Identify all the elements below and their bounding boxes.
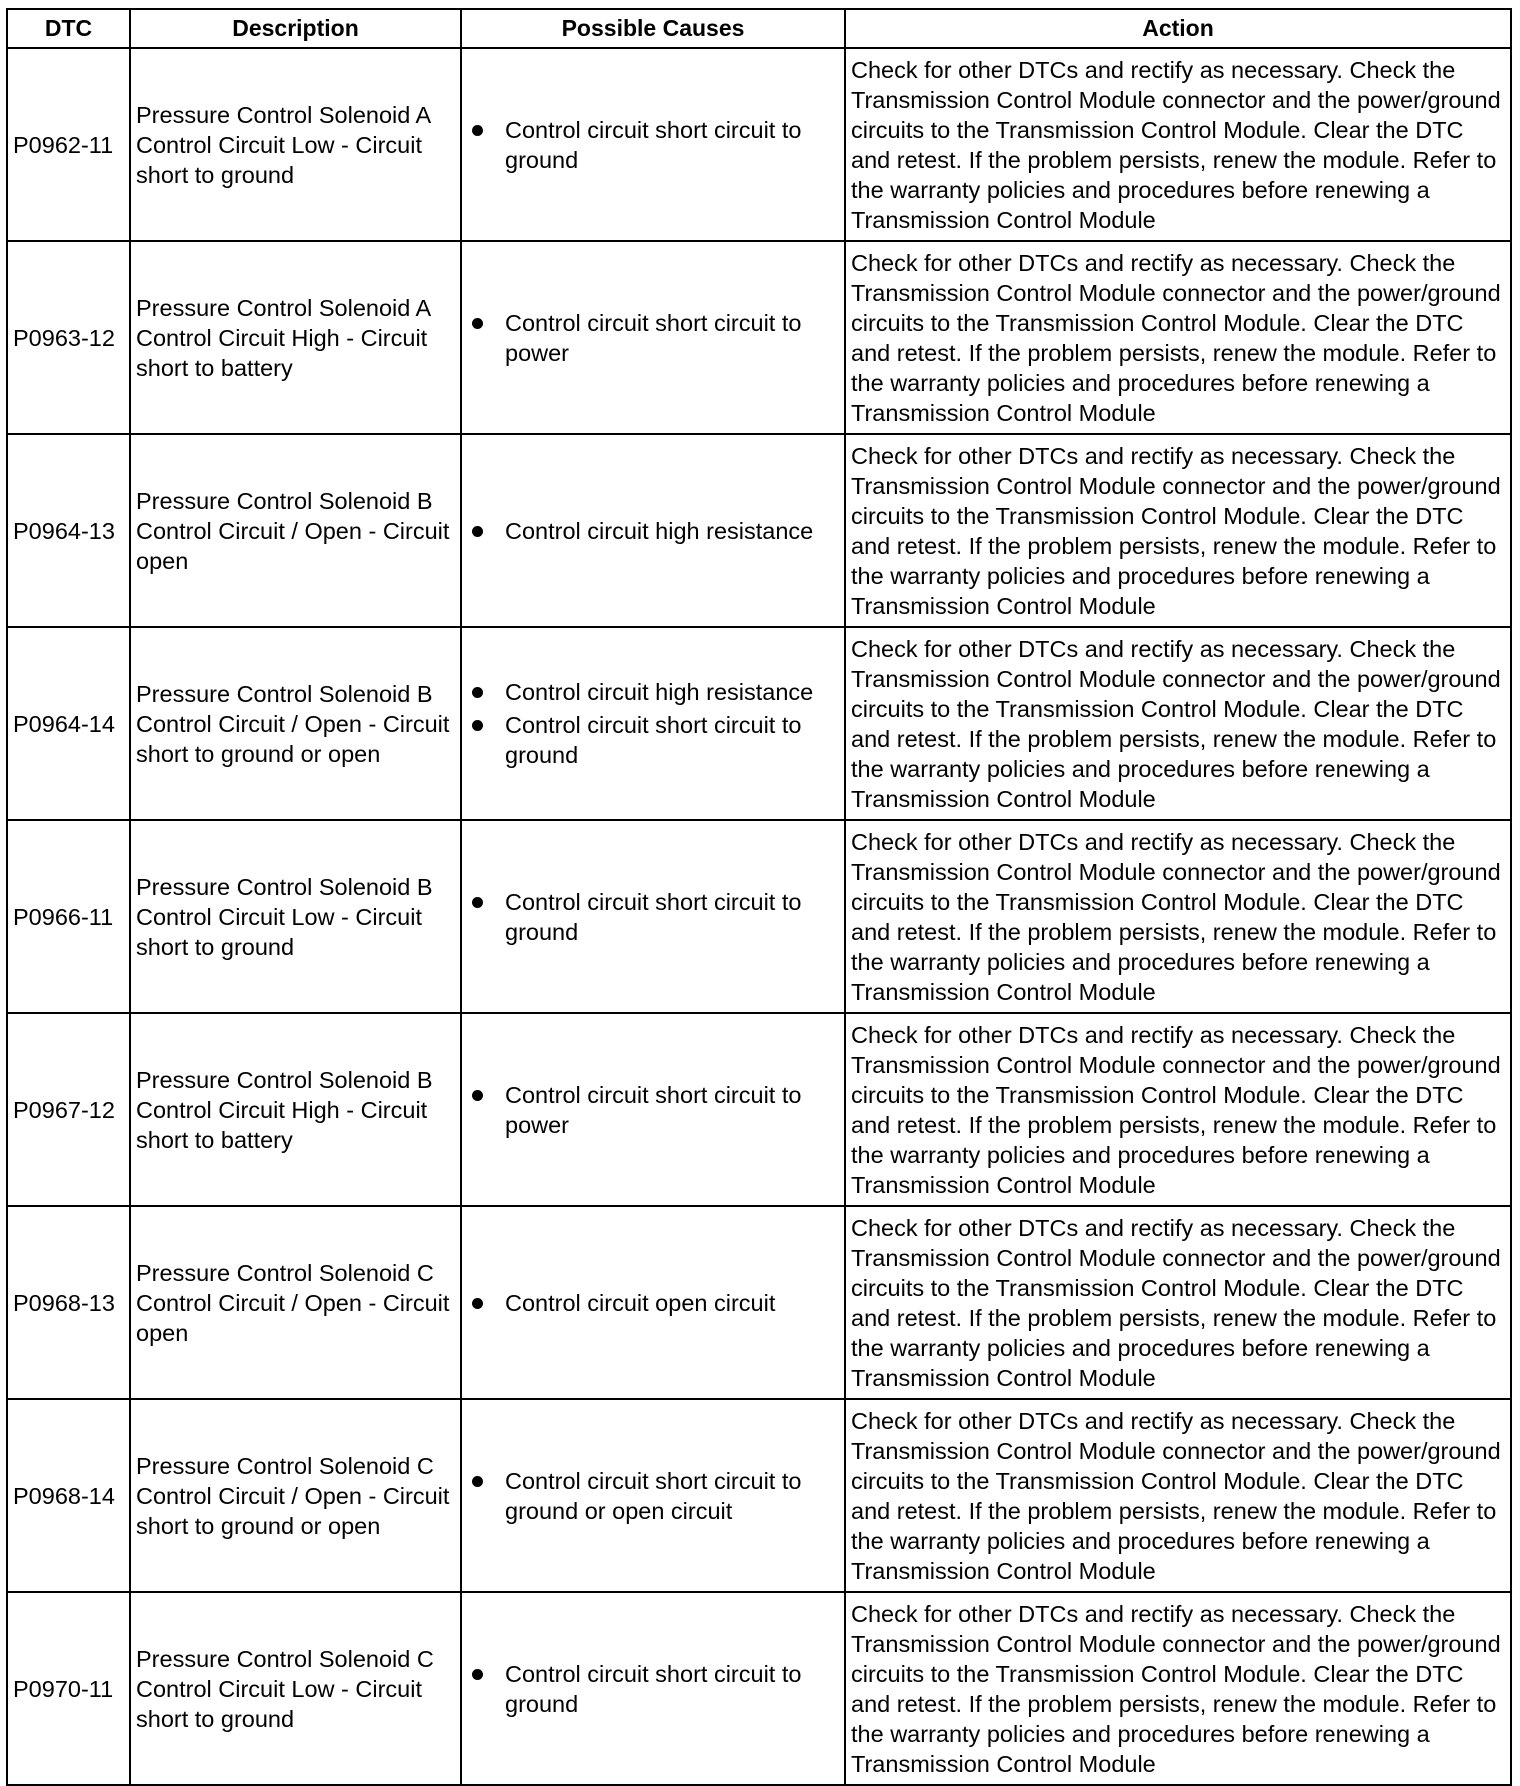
possible-causes-cell: [461, 241, 845, 434]
bullet-icon: [472, 720, 483, 731]
dtc-code: P0963-12: [7, 241, 130, 434]
dtc-description: Pressure Control Solenoid C Control Circuit / Open - Circuit short to ground or open: [130, 1399, 461, 1592]
action-text: Check for other DTCs and rectify as necessary. Check the Transmission Control Module connector and the power/ground circuits to the Transmission Control Module. Clear the DTC and retest. If the problem persists, renew the module. Refer to the warranty policies and procedures before renewing a Transmission Control Module: [845, 1592, 1511, 1785]
table-row: [7, 241, 1511, 434]
action-text: Check for other DTCs and rectify as necessary. Check the Transmission Control Module connector and the power/ground circuits to the Transmission Control Module. Clear the DTC and retest. If the problem persists, renew the module. Refer to the warranty policies and procedures before renewing a Transmission Control Module: [845, 434, 1511, 627]
possible-causes-cell: [461, 48, 845, 241]
bullet-icon: [472, 125, 483, 136]
bullet-icon: [472, 1669, 483, 1680]
header-description: Description: [130, 9, 461, 48]
cause-text: Control circuit open circuit: [505, 1289, 776, 1316]
dtc-document: [6, 8, 1510, 1786]
cause-item: [467, 710, 839, 770]
possible-causes-list: [467, 516, 839, 546]
possible-causes-list: [467, 677, 839, 770]
table-header-row: [7, 9, 1511, 48]
dtc-description: Pressure Control Solenoid B Control Circuit / Open - Circuit short to ground or open: [130, 627, 461, 820]
dtc-code: P0964-13: [7, 434, 130, 627]
possible-causes-list: [467, 1659, 839, 1719]
table-body: [7, 48, 1511, 1785]
cause-text: Control circuit short circuit to ground: [505, 712, 802, 768]
dtc-description: Pressure Control Solenoid A Control Circuit High - Circuit short to battery: [130, 241, 461, 434]
cause-text: Control circuit high resistance: [505, 679, 814, 705]
dtc-description: Pressure Control Solenoid B Control Circuit / Open - Circuit open: [130, 434, 461, 627]
bullet-icon: [472, 1090, 483, 1101]
bullet-icon: [472, 526, 483, 537]
cause-item: [467, 1659, 839, 1719]
cause-text: Control circuit short circuit to power: [505, 309, 802, 366]
possible-causes-list: [467, 887, 839, 947]
possible-causes-cell: [461, 1399, 845, 1592]
header-dtc: DTC: [7, 9, 130, 48]
bullet-icon: [472, 318, 483, 329]
action-text: Check for other DTCs and rectify as necessary. Check the Transmission Control Module connector and the power/ground circuits to the Transmission Control Module. Clear the DTC and retest. If the problem persists, renew the module. Refer to the warranty policies and procedures before renewing a Transmission Control Module: [845, 1399, 1511, 1592]
table-row: [7, 627, 1511, 820]
dtc-code: P0966-11: [7, 820, 130, 1013]
dtc-description: Pressure Control Solenoid B Control Circuit High - Circuit short to battery: [130, 1013, 461, 1206]
possible-causes-cell: [461, 434, 845, 627]
dtc-code: P0968-13: [7, 1206, 130, 1399]
possible-causes-list: [467, 1288, 839, 1318]
cause-item: [467, 887, 839, 947]
action-text: Check for other DTCs and rectify as necessary. Check the Transmission Control Module connector and the power/ground circuits to the Transmission Control Module. Clear the DTC and retest. If the problem persists, renew the module. Refer to the warranty policies and procedures before renewing a Transmission Control Module: [845, 48, 1511, 241]
possible-causes-cell: [461, 1206, 845, 1399]
dtc-description: Pressure Control Solenoid A Control Circuit Low - Circuit short to ground: [130, 48, 461, 241]
table-row: [7, 434, 1511, 627]
dtc-code: P0962-11: [7, 48, 130, 241]
possible-causes-list: [467, 1466, 839, 1526]
table-row: [7, 1592, 1511, 1785]
header-action: Action: [845, 9, 1511, 48]
action-text: Check for other DTCs and rectify as necessary. Check the Transmission Control Module connector and the power/ground circuits to the Transmission Control Module. Clear the DTC and retest. If the problem persists, renew the module. Refer to the warranty policies and procedures before renewing a Transmission Control Module: [845, 1206, 1511, 1399]
cause-item: [467, 516, 839, 546]
dtc-code: P0964-14: [7, 627, 130, 820]
table-row: [7, 1399, 1511, 1592]
possible-causes-list: [467, 115, 839, 175]
table-row: [7, 1013, 1511, 1206]
dtc-description: Pressure Control Solenoid B Control Circuit Low - Circuit short to ground: [130, 820, 461, 1013]
possible-causes-cell: [461, 1013, 845, 1206]
dtc-description: Pressure Control Solenoid C Control Circuit / Open - Circuit open: [130, 1206, 461, 1399]
cause-item: [467, 1466, 839, 1526]
table-row: [7, 1206, 1511, 1399]
action-text: Check for other DTCs and rectify as necessary. Check the Transmission Control Module connector and the power/ground circuits to the Transmission Control Module. Clear the DTC and retest. If the problem persists, renew the module. Refer to the warranty policies and procedures before renewing a Transmission Control Module: [845, 820, 1511, 1013]
bullet-icon: [472, 1298, 483, 1309]
bullet-icon: [472, 1476, 483, 1487]
dtc-code: P0967-12: [7, 1013, 130, 1206]
table-row: [7, 48, 1511, 241]
cause-item: [467, 1288, 839, 1318]
action-text: Check for other DTCs and rectify as necessary. Check the Transmission Control Module connector and the power/ground circuits to the Transmission Control Module. Clear the DTC and retest. If the problem persists, renew the module. Refer to the warranty policies and procedures before renewing a Transmission Control Module: [845, 241, 1511, 434]
header-possible-causes: Possible Causes: [461, 9, 845, 48]
cause-text: Control circuit short circuit to power: [505, 1081, 802, 1138]
dtc-description: Pressure Control Solenoid C Control Circuit Low - Circuit short to ground: [130, 1592, 461, 1785]
cause-item: [467, 677, 839, 707]
possible-causes-cell: [461, 627, 845, 820]
action-text: Check for other DTCs and rectify as necessary. Check the Transmission Control Module connector and the power/ground circuits to the Transmission Control Module. Clear the DTC and retest. If the problem persists, renew the module. Refer to the warranty policies and procedures before renewing a Transmission Control Module: [845, 627, 1511, 820]
possible-causes-list: [467, 1080, 839, 1140]
cause-text: Control circuit short circuit to ground: [505, 116, 802, 173]
table-row: [7, 820, 1511, 1013]
cause-text: Control circuit short circuit to ground: [505, 888, 802, 945]
cause-text: Control circuit short circuit to ground or open circuit: [505, 1467, 802, 1524]
cause-text: Control circuit high resistance: [505, 517, 814, 544]
possible-causes-cell: [461, 1592, 845, 1785]
bullet-icon: [472, 687, 483, 698]
cause-text: Control circuit short circuit to ground: [505, 1660, 802, 1717]
cause-item: [467, 1080, 839, 1140]
cause-item: [467, 308, 839, 368]
dtc-code: P0968-14: [7, 1399, 130, 1592]
bullet-icon: [472, 897, 483, 908]
cause-item: [467, 115, 839, 175]
possible-causes-cell: [461, 820, 845, 1013]
possible-causes-list: [467, 308, 839, 368]
action-text: Check for other DTCs and rectify as necessary. Check the Transmission Control Module connector and the power/ground circuits to the Transmission Control Module. Clear the DTC and retest. If the problem persists, renew the module. Refer to the warranty policies and procedures before renewing a Transmission Control Module: [845, 1013, 1511, 1206]
dtc-table: [6, 8, 1512, 1786]
dtc-code: P0970-11: [7, 1592, 130, 1785]
